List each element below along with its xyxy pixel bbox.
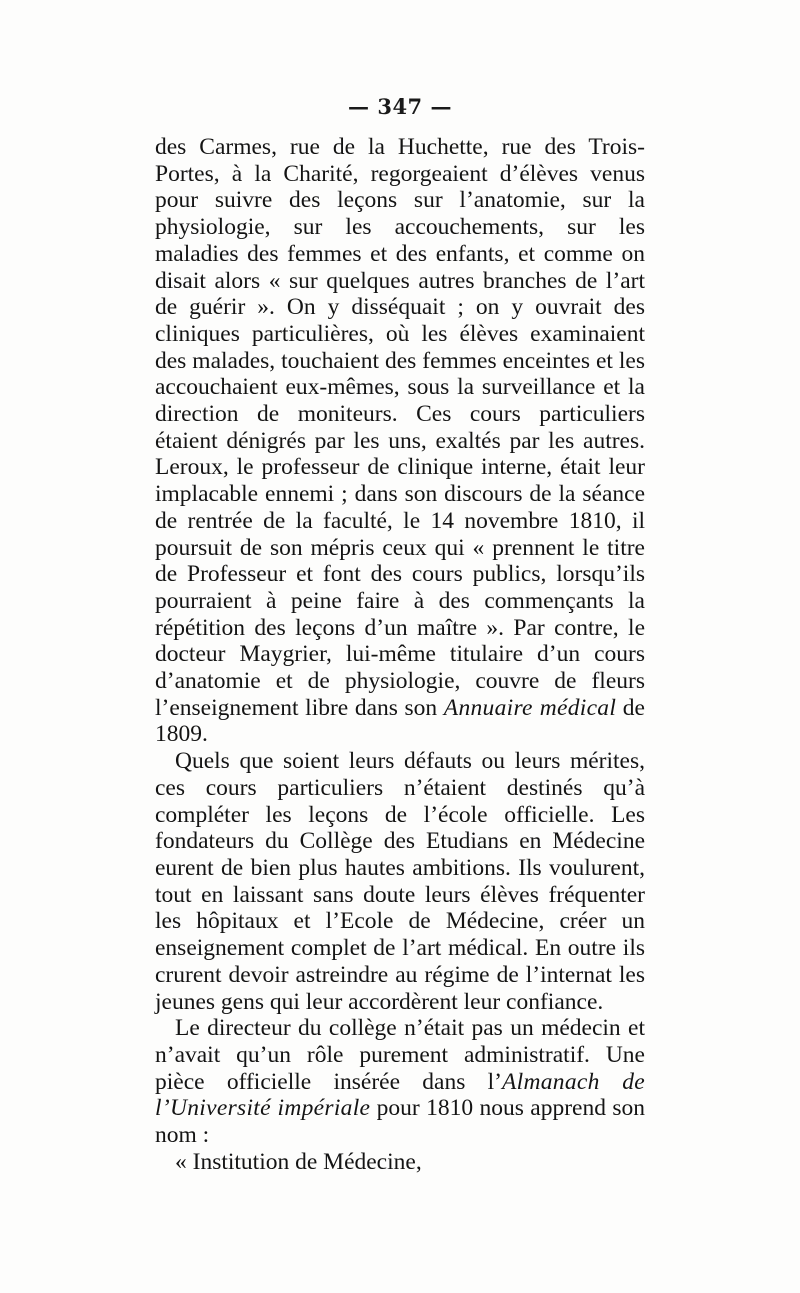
italic-title: Annuaire médical: [443, 694, 617, 721]
text-segment: Quels que soient leurs défauts ou leurs mérites, ces cours particuliers n’étaient destinés qu’à compléter les leçons de l’école officielle. Les fondateurs du Collège des Etudians en Médecine eurent de bien plus hautes ambitions. Ils voulurent, tout en laissant sans doute leurs élèves fréquenter les hôpitaux et l’Ecole de Médecine, créer un enseignement complet de l’art médical. En outre ils crurent devoir astreindre au régime de l’internat les jeunes gens qui leur accordèrent leur confiance.: [155, 748, 645, 1015]
text-segment: pour 1810 nous apprend son nom :: [155, 1095, 645, 1149]
paragraph: [155, 1149, 645, 1176]
text-segment: Le directeur du collège n’était pas un médecin et n’avait qu’un rôle purement administratif. Une pièce officielle insérée dans l’: [155, 1015, 645, 1095]
paragraph: [155, 134, 645, 748]
paragraph: [155, 1015, 645, 1149]
page-number: — 347 —: [348, 94, 452, 119]
italic-title: Almanach de l’Université impériale: [155, 1068, 645, 1122]
body-text: [155, 134, 645, 1175]
text-segment: des Carmes, rue de la Huchette, rue des Trois-Portes, à la Charité, regorgeaient d’élèves venus pour suivre des leçons sur l’anatomie, sur la physiologie, sur les accouchements, sur les maladies des femmes et des enfants, et comme on disait alors « sur quelques autres branches de l’art de guérir ». On y disséquait ; on y ouvrait des cliniques particulières, où les élèves examinaient des malades, touchaient des femmes enceintes et les accouchaient eux-mêmes, sous la surveillance et la direction de moniteurs. Ces cours particuliers étaient dénigrés par les uns, exaltés par les autres. Leroux, le professeur de clinique interne, était leur implacable ennemi ; dans son discours de la séance de rentrée de la faculté, le 14 novembre 1810, il poursuit de son mépris ceux qui « prennent le titre de Professeur et font des cours publics, lorsqu’ils pourraient à peine faire à des commençants la répétition des leçons d’un maître ». Par contre, le docteur Maygrier, lui-même titulaire d’un cours d’anatomie et de physiologie, couvre de fleurs l’enseignement libre dans son: [155, 134, 645, 721]
text-segment: de 1809.: [155, 694, 645, 748]
text-segment: « Institution de Médecine,: [175, 1148, 422, 1175]
paragraph: [155, 748, 645, 1015]
